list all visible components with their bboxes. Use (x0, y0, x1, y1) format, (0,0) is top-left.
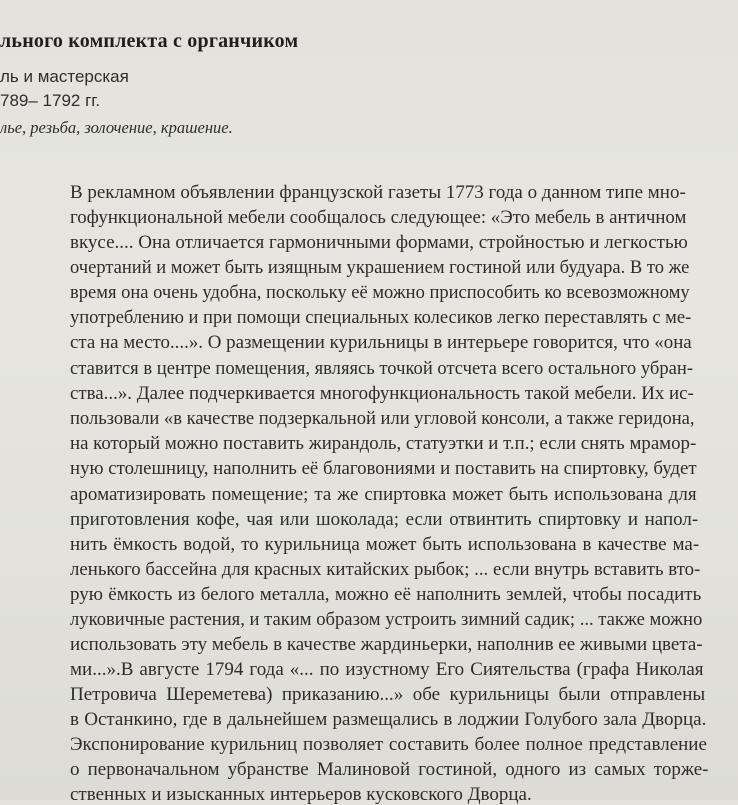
text-line: о первоначальном убранстве Малиновой гостиной, одного из самых торже- (70, 759, 709, 780)
text-line: приготовления кофе, чая или шоколада; если отвинтить спиртовку и напол- (70, 509, 699, 530)
text-line: пользовали «в качестве подзеркальной или угловой консоли, а также геридона, (70, 408, 695, 429)
date-line: 789– 1792 гг. (0, 91, 101, 110)
text-line: В рекламном объявлении французской газеты 1773 года о данном типе мно- (70, 182, 686, 203)
text-line: ми...».В августе 1794 года «... по изустному Его Сиятельства (графа Николая (70, 659, 704, 680)
text-line: ленького бассейна для красных китайских рыбок; ... если внутрь вставить вто- (70, 559, 701, 580)
text-line: ставится в центре помещения, являясь точкой отсчета всего остального убран- (70, 358, 694, 379)
text-line: ароматизировать помещение; та же спиртовка может быть использована для (70, 484, 697, 505)
text-line: ную столешницу, наполнить её благовониями и поставить на спиртовку, будет (70, 458, 697, 479)
text-line: время она очень удобна, поскольку её можно приспособить ко всевозможному (70, 282, 690, 303)
text-line: Петровича Шереметева) приказанию...» обе курильницы были отправлены (70, 684, 706, 705)
text-line: ственных и изысканных интерьеров кусковского Дворца. (70, 784, 532, 805)
text-line: луковичные растения, и таким образом устроить зимний садик; ... также можно (70, 609, 703, 630)
text-line: гофункциональной мебели сообщалось следующее: «Это мебель в античном (70, 207, 687, 228)
text-line: ства...». Далее подчеркивается многофункциональность такой мебели. Их ис- (70, 383, 694, 404)
text-line: нить ёмкость водой, то курильница может быть использована в качестве ма- (70, 534, 700, 555)
text-line: употреблению и при помощи специальных колесиков легко переставлять с ме- (70, 307, 692, 328)
text-line: использовать эту мебель в качестве жардиньерки, наполнив ее живыми цвета- (70, 634, 703, 655)
text-line: на который можно поставить жирандоль, статуэтки и т.п.; если снять мрамор- (70, 433, 697, 454)
text-line: очертаний и может быть изящным украшением гостиной или будуара. В то же (70, 257, 690, 278)
materials-line: лье, резьба, золочение, крашение. (0, 118, 233, 137)
text-line: ста на место....». О размещении курильницы в интерьере говорится, что «она (70, 332, 692, 353)
text-line: Экспонирование курильниц позволяет составить более полное представление (70, 734, 707, 755)
text-line: в Останкино, где в дальнейшем размещались в лоджии Голубого зала Дворца. (70, 709, 707, 730)
text-line: рую ёмкость из белого металла, можно её наполнить землей, чтобы посадить (70, 584, 702, 605)
object-title: льного комплекта с органчиком (0, 30, 299, 52)
maker-line: ль и мастерская (0, 67, 129, 86)
text-line: вкусе.... Она отличается гармоничными формами, стройностью и легкостью (70, 232, 688, 253)
